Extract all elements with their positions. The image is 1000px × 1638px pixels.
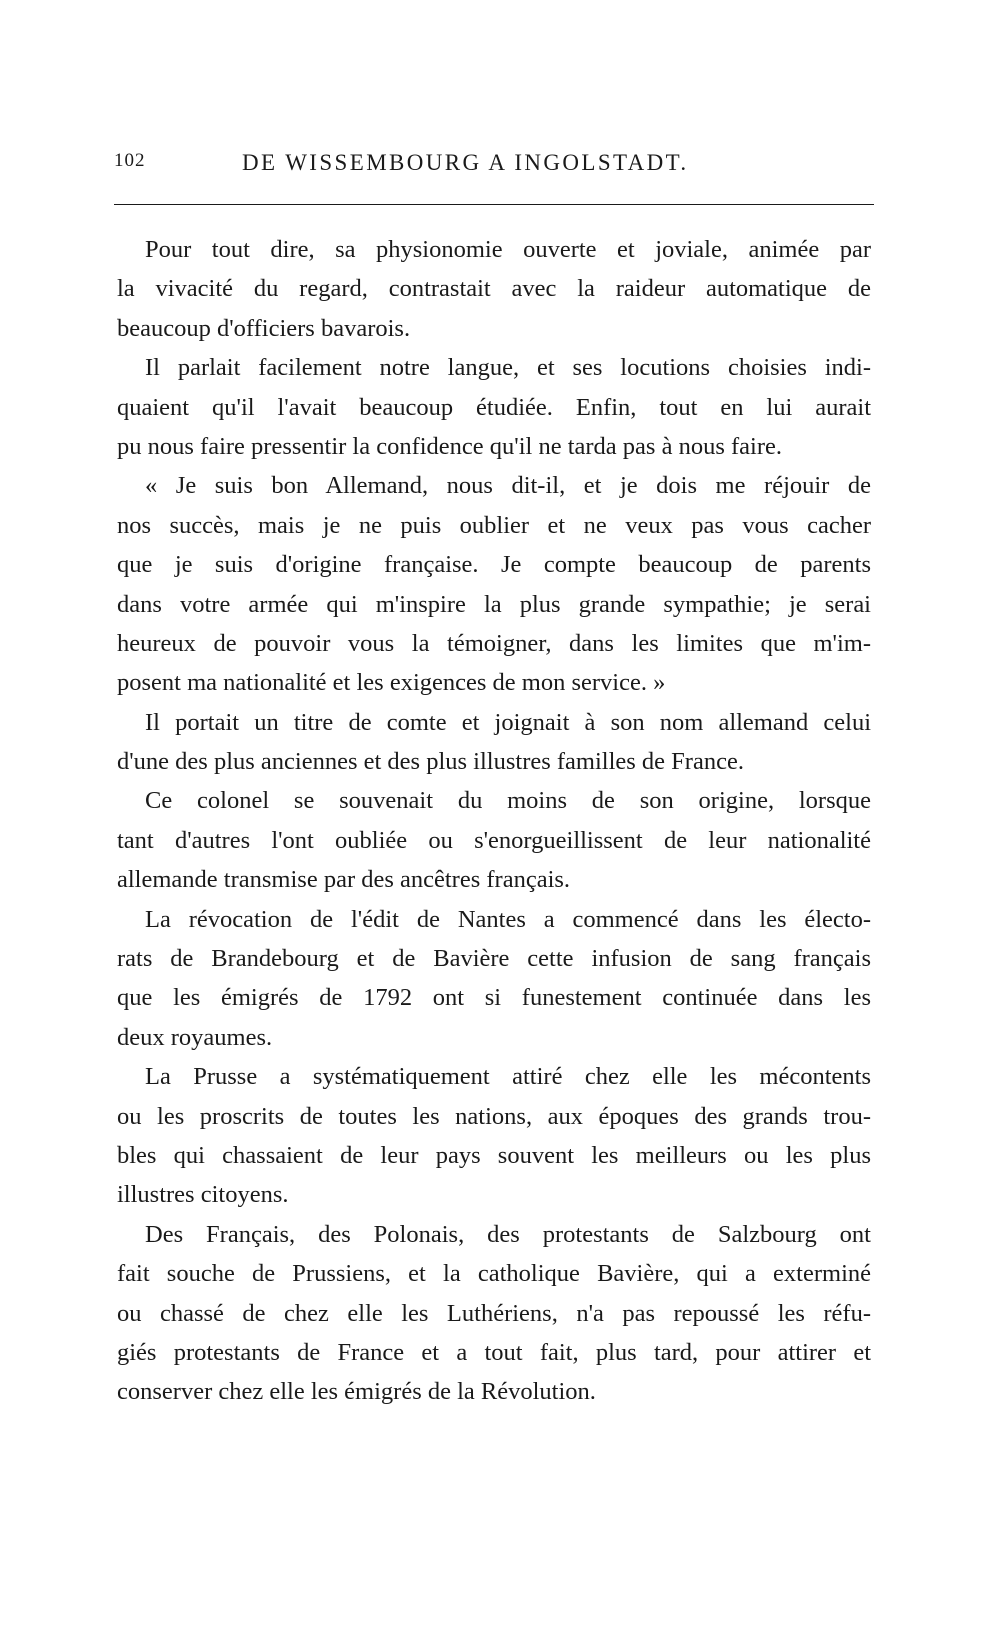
text-line: d'une des plus anciennes et des plus illustres familles de France. (117, 748, 744, 776)
text-line: dans votre armée qui m'inspire la plus grande sympathie; je serai (117, 590, 871, 618)
text-line: allemande transmise par des ancêtres français. (117, 866, 571, 894)
text-line: illustres citoyens. (117, 1181, 289, 1209)
text-line: Pour tout dire, sa physionomie ouverte et joviale, animée par (145, 236, 871, 263)
text-line: giés protestants de France et a tout fait, plus tard, pour attirer et (117, 1338, 871, 1366)
text-line: tant d'autres l'ont oubliée ou s'enorgueillissent de leur nationalité (117, 826, 871, 854)
text-line: La révocation de l'édit de Nantes a commencé dans les électo- (145, 905, 871, 933)
text-line: Il portait un titre de comte et joignait à son nom allemand celui (145, 708, 871, 736)
header-rule (114, 204, 874, 205)
text-line: rats de Brandebourg et de Bavière cette infusion de sang français (117, 945, 871, 973)
text-line: que je suis d'origine française. Je compte beaucoup de parents (117, 551, 871, 579)
text-line: La Prusse a systématiquement attiré chez elle les mécontents (145, 1063, 871, 1091)
text-line: quaient qu'il l'avait beaucoup étudiée. Enfin, tout en lui aurait (117, 393, 871, 421)
running-title: DE WISSEMBOURG A INGOLSTADT. (242, 150, 689, 175)
body-text (117, 230, 871, 1412)
text-line: la vivacité du regard, contrastait avec la raideur automatique de (117, 275, 871, 303)
text-line: Il parlait facilement notre langue, et ses locutions choisies indi- (145, 354, 871, 382)
text-line: pu nous faire pressentir la confidence qu'il ne tarda pas à nous faire. (117, 432, 782, 460)
text-line: Des Français, des Polonais, des protestants de Salzbourg ont (145, 1220, 871, 1248)
text-line: que les émigrés de 1792 ont si funestement continuée dans les (117, 984, 871, 1012)
text-line: ou les proscrits de toutes les nations, aux époques des grands trou- (117, 1102, 871, 1130)
text-line: « Je suis bon Allemand, nous dit-il, et je dois me réjouir de (145, 472, 871, 500)
text-line: beaucoup d'officiers bavarois. (117, 314, 411, 342)
page-number: 102 (114, 150, 146, 171)
text-line: posent ma nationalité et les exigences de mon service. » (117, 669, 666, 697)
text-line: nos succès, mais je ne puis oublier et ne veux pas vous cacher (117, 511, 871, 539)
running-head (114, 150, 874, 182)
text-line: bles qui chassaient de leur pays souvent les meilleurs ou les plus (117, 1141, 871, 1169)
text-line: Ce colonel se souvenait du moins de son origine, lorsque (145, 787, 871, 815)
text-line: deux royaumes. (117, 1023, 273, 1051)
text-line: fait souche de Prussiens, et la catholique Bavière, qui a exterminé (117, 1260, 871, 1288)
text-line: ou chassé de chez elle les Luthériens, n'a pas repoussé les réfu- (117, 1299, 871, 1327)
text-line: conserver chez elle les émigrés de la Révolution. (117, 1378, 596, 1406)
text-line: heureux de pouvoir vous la témoigner, dans les limites que m'im- (117, 629, 871, 657)
